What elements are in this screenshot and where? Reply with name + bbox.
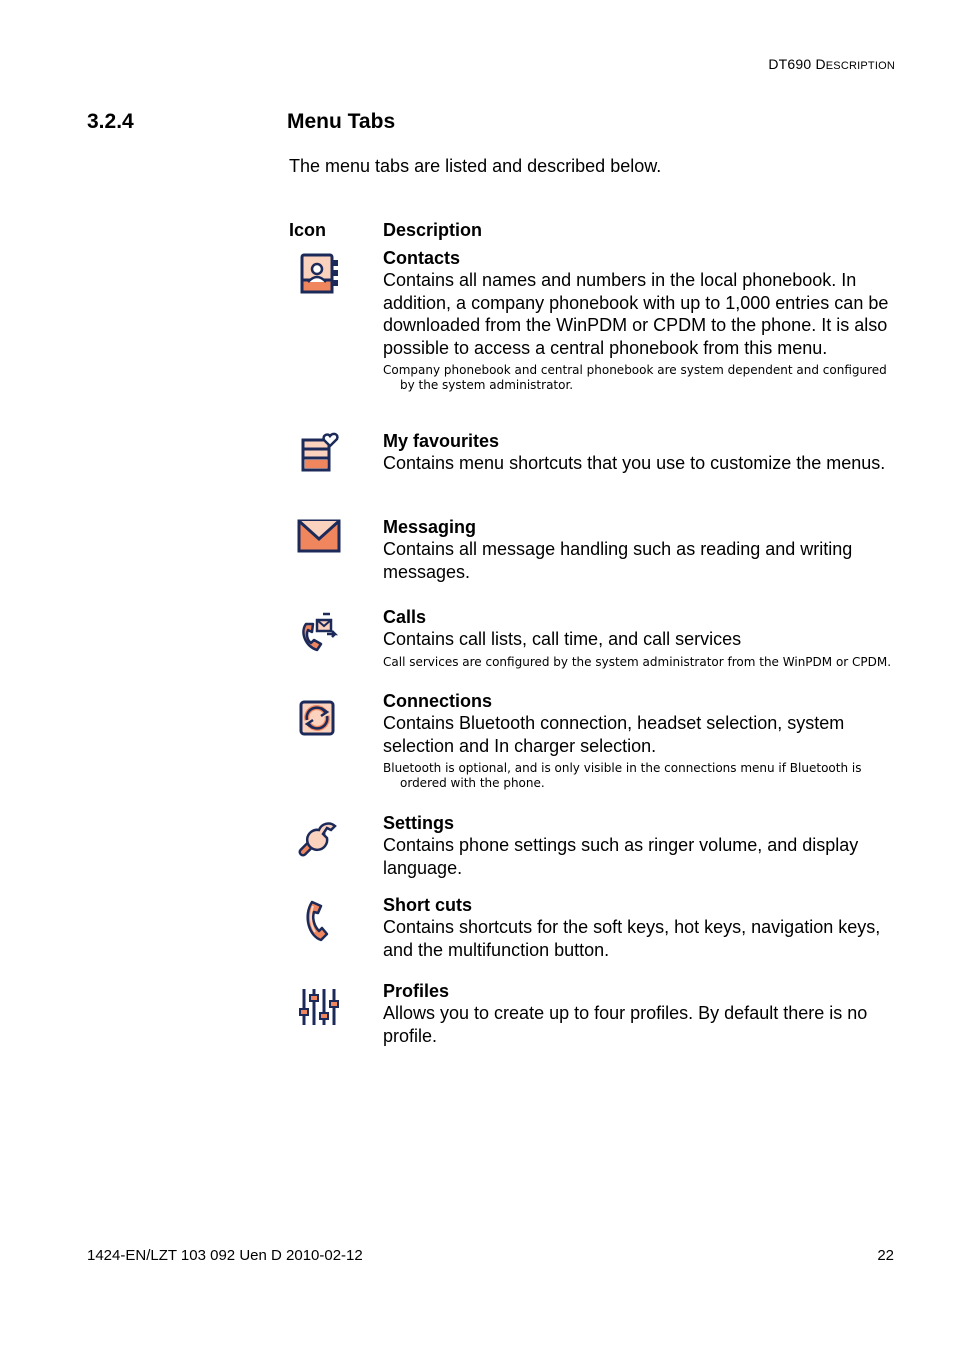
entry-title: My favourites bbox=[383, 431, 500, 451]
entry-connections bbox=[383, 690, 903, 791]
entry-short-cuts bbox=[383, 894, 903, 961]
entry-description: Contains menu shortcuts that you use to customize the menus. bbox=[383, 453, 886, 473]
entry-note: Company phonebook and central phonebook are system dependent and configured by the system administrator. bbox=[383, 363, 887, 392]
entry-title: Profiles bbox=[383, 981, 450, 1001]
entry-title: Messaging bbox=[383, 517, 477, 537]
entry-title: Connections bbox=[383, 691, 493, 711]
entry-title: Short cuts bbox=[383, 895, 473, 915]
entry-title: Contacts bbox=[383, 248, 461, 268]
entry-description: Contains phone settings such as ringer volume, and display language. bbox=[383, 835, 859, 878]
entry-description: Contains Bluetooth connection, headset selection, system selection and In charger selection. bbox=[383, 713, 845, 756]
footer-doc-id: 1424-EN/LZT 103 092 Uen D 2010-02-12 bbox=[87, 1247, 363, 1264]
entry-description: Contains all message handling such as reading and writing messages. bbox=[383, 539, 853, 582]
entry-note: Call services are configured by the system administrator from the WinPDM or CPDM. bbox=[383, 654, 892, 669]
entry-title: Calls bbox=[383, 607, 427, 627]
section-title: Menu Tabs bbox=[287, 110, 396, 133]
entry-description: Contains all names and numbers in the local phonebook. In addition, a company phonebook with up to 1,000 entries can be downloaded from the WinPDM or CPDM to the phone. It is also possible to access a central phonebook from this menu. bbox=[383, 270, 889, 358]
page-number: 22 bbox=[877, 1247, 894, 1264]
entry-title: Settings bbox=[383, 813, 455, 833]
entry-profiles bbox=[383, 980, 903, 1047]
wrench-icon bbox=[297, 816, 341, 860]
contacts-icon bbox=[297, 252, 341, 296]
envelope-icon bbox=[297, 515, 341, 559]
entry-contacts bbox=[383, 247, 903, 393]
entry-calls bbox=[383, 606, 903, 670]
entry-my-favourites bbox=[383, 430, 903, 475]
sliders-icon bbox=[297, 985, 341, 1029]
section-number: 3.2.4 bbox=[87, 110, 134, 133]
entry-description: Contains call lists, call time, and call services bbox=[383, 629, 742, 649]
calls-icon bbox=[297, 610, 341, 654]
entry-messaging bbox=[383, 516, 903, 583]
entry-description: Contains shortcuts for the soft keys, hot keys, navigation keys, and the multifunction button. bbox=[383, 917, 881, 960]
entry-settings bbox=[383, 812, 903, 879]
handset-icon bbox=[297, 898, 341, 942]
intro-text: The menu tabs are listed and described below. bbox=[289, 156, 662, 176]
column-header-description: Description bbox=[383, 220, 483, 240]
connections-icon bbox=[297, 696, 341, 740]
favourites-icon bbox=[297, 432, 341, 476]
column-header-icon: Icon bbox=[289, 220, 327, 240]
entry-description: Allows you to create up to four profiles. By default there is no profile. bbox=[383, 1003, 868, 1046]
running-header: DT690 DESCRIPTION bbox=[768, 56, 895, 72]
entry-note: Bluetooth is optional, and is only visible in the connections menu if Bluetooth is ordered with the phone. bbox=[383, 761, 862, 790]
